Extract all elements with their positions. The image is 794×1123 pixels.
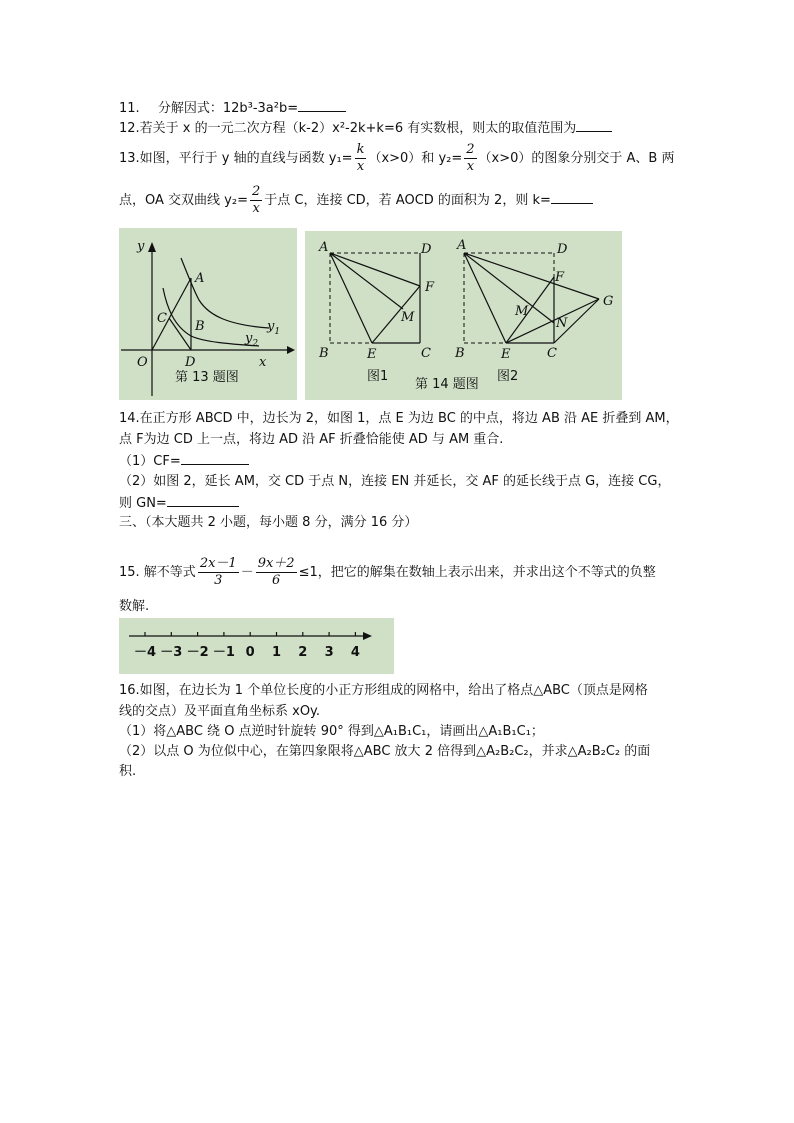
fig14-2-label-b: B [455,346,465,361]
fig14-1-label-e: E [367,347,377,362]
q15-fraction-1 [198,556,239,589]
q11-answer-blank[interactable] [298,99,346,112]
q14-line2: 点 F为边 CD 上一点，将边 AD 沿 AF 折叠恰能使 AD 与 AM 重合. [119,432,504,447]
fig13-label-x: x [259,355,267,370]
question-13-line1 [119,142,674,175]
fig13-label-c: C [157,311,167,326]
q16-line2: 线的交点）及平面直角坐标系 xOy. [119,704,321,719]
fig13-label-y2: $y_2$ [245,331,259,349]
fig14-1-label-a: A [319,240,329,255]
question-11 [119,99,346,118]
q13-frac1-den: x [356,159,365,174]
q13-answer-blank[interactable] [551,191,593,204]
q13-prefix: 13.如图，平行于 y 轴的直线与函数 y₁= [119,151,353,166]
q12-text: 12.若关于 x 的一元二次方程（k-2）x²-2k+k=6 有实数根，则太的取值范围为 [119,121,577,136]
figure-13-graph [119,228,297,400]
question-13-line2 [119,184,593,217]
q13-frac2-num: 2 [466,142,475,157]
fig13-label-b: B [195,319,205,334]
q13-fraction-k-over-x [355,142,367,175]
fig13-label-o: O [137,355,148,370]
q14-part2b-text: 则 GN= [119,496,167,511]
number-line-tick-label: 3 [324,645,334,660]
q11-text: 分解因式：12b³-3a²b= [157,101,299,116]
number-line[interactable] [119,618,394,674]
fig14-caption: 第 14 题图 [415,377,479,392]
q14-part2: （2）如图 2，延长 AM，交 CD 于点 N，连接 EN 并延长，交 AF 的延长线于点 G，连接 CG， [119,474,671,489]
figure-13 [119,228,297,400]
q14-part1-text: （1）CF= [119,454,181,469]
q15-prefix: 15. 解不等式 [119,565,196,580]
q15-frac1-den: 3 [214,573,223,588]
number-line-tick-label: 2 [298,645,308,660]
fig14-2-label-d: D [557,242,568,257]
number-line-figure [119,618,394,674]
q15-line2: 数解. [119,599,150,614]
q13-frac2-den: x [466,159,475,174]
question-12 [119,119,612,138]
fig14-2-label-g: G [603,294,614,309]
fig14-2-label-c: C [547,346,557,361]
section-3-heading: 三、（本大题共 2 小题，每小题 8 分，满分 16 分） [119,515,418,530]
q13-frac3-num: 2 [251,184,261,199]
number-line-tick-label: 4 [350,645,360,660]
fig14-1-label-f: F [425,280,435,295]
number-line-tick-label: －3 [160,645,183,660]
fig14-2-label-f: F [555,270,565,285]
figure-14-diagrams [305,231,622,400]
fig14-2-label-m: M [515,304,529,319]
q13-frac1-num: k [356,142,365,157]
number-line-tick-label: －4 [133,645,157,660]
figure-14 [305,231,622,400]
q14-part2b [119,494,239,513]
fig13-label-y: y [137,239,145,254]
number-line-tick-label: 1 [271,645,282,660]
q15-suffix: ≤1，把它的解集在数轴上表示出来，并求出这个不等式的负整 [298,565,656,580]
q13-frac3-den: x [252,201,260,216]
fig13-label-d: D [185,355,196,370]
q15-frac2-num: 9x＋2 [257,556,295,571]
q16-part2: （2）以点 O 为位似中心，在第四象限将△ABC 放大 2 倍得到△A₂B₂C₂，并求△A₂B₂C₂ 的面 [119,744,651,759]
q16-part1: （1）将△ABC 绕 O 点逆时针旋转 90° 得到△A₁B₁C₁，请画出△A₁B₁C₁； [119,724,544,739]
fig14-diagram-1 [318,240,435,362]
q12-answer-blank[interactable] [576,119,612,132]
fig14-1-label-m: M [401,310,415,325]
q16-line1: 16.如图，在边长为 1 个单位长度的小正方形组成的网格中，给出了格点△ABC（顶点是网格 [119,683,648,698]
q15-frac1-num: 2x－1 [199,556,237,571]
q16-part2b: 积. [119,764,137,779]
fig13-caption: 第 13 题图 [175,370,239,385]
fig14-2-label-n: N [556,316,568,331]
fig14-1-label-c: C [421,346,431,361]
q15-fraction-2 [256,556,297,589]
fig14-diagram-2 [454,238,613,362]
number-line-tick-label: －1 [212,645,235,660]
question-15-line1 [119,556,656,589]
q13-mid1: （x>0）和 y₂= [368,151,463,166]
q15-minus: － [240,565,254,580]
fig14-2-label-a: A [457,238,467,253]
fig13-label-y1: $y_1$ [267,319,281,337]
q14-line1: 14.在正方形 ABCD 中，边长为 2，如图 1，点 E 为边 BC 的中点，将边 AB 沿 AE 折叠到 AM， [119,411,679,426]
q14-cf-answer-blank[interactable] [181,452,249,465]
q14-gn-answer-blank[interactable] [167,494,239,507]
fig14-label-1: 图1 [367,369,389,384]
q13-line2-suffix: 于点 C，连接 CD，若 AOCD 的面积为 2，则 k= [264,193,551,208]
fig14-label-2: 图2 [497,369,519,384]
fig13-label-a: A [195,271,205,286]
q14-part1 [119,452,249,471]
fig14-1-label-b: B [319,346,329,361]
q13-mid2: （x>0）的图象分别交于 A、B 两 [478,151,675,166]
q11-number: 11. [119,101,140,116]
fig14-2-label-e: E [501,347,511,362]
q13-fraction-2-over-x-second [250,184,262,217]
q13-line2-prefix: 点，OA 交双曲线 y₂= [119,193,248,208]
number-line-tick-label: 0 [245,645,255,660]
q13-fraction-2-over-x [464,142,476,175]
q15-frac2-den: 6 [272,573,281,588]
fig14-1-label-d: D [421,242,432,257]
number-line-tick-label: －2 [186,645,209,660]
